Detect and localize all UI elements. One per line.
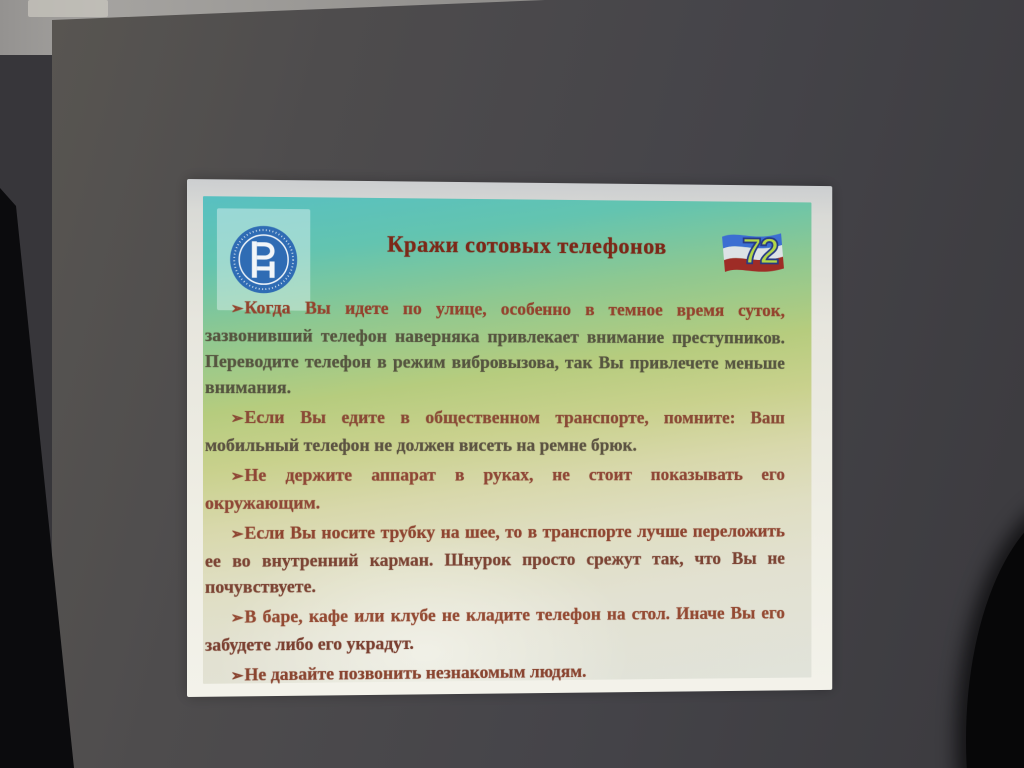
bullet-item-1 (205, 294, 785, 401)
badge-number: 72 (742, 231, 778, 272)
hse-emblem-svg (222, 213, 305, 305)
ceiling-highlight (28, 0, 108, 17)
bullet-text: В баре, кафе или клубе не кладите телефон на стол. Иначе Вы его забудете либо его украдут. (204, 602, 785, 655)
bullet-item-3 (205, 461, 785, 516)
bullet-item-6 (205, 656, 785, 690)
person-silhouette (966, 500, 1024, 768)
slide-title: Кражи сотовых телефонов (387, 231, 667, 259)
bullet-item-5 (205, 600, 785, 658)
bullet-item-4 (205, 518, 785, 600)
slide-background (203, 196, 811, 684)
bullet-text: Не держите аппарат в руках, не стоит показывать его окружающим. (204, 464, 785, 513)
bullet-arrow-icon: ➢ (230, 411, 245, 428)
bullet-arrow-icon: ➢ (230, 301, 245, 318)
russian-flag-icon (720, 221, 794, 278)
bullet-list (205, 294, 785, 694)
bullet-text: Не давайте позвонить незнакомым людям. (244, 661, 587, 685)
bullet-arrow-icon: ➢ (230, 468, 245, 485)
bullet-text: Если Вы носите трубку на шее, то в транспорте лучше переложить ее во внутренний карман. Шнурок просто срежут так, что Вы не почувствуете. (204, 520, 785, 597)
region-72-badge (720, 221, 794, 278)
bullet-text: Если Вы едите в общественном транспорте, помните: Ваш мобильный телефон не должен висеть на ремне брюк. (204, 407, 785, 455)
bullet-text: Когда Вы идете по улице, особенно в темное время суток, зазвонивший телефон наверняка привлекает внимание преступников. Переводите телефон в режим вибровызова, так Вы привлечете меньше внимания. (204, 297, 785, 398)
bullet-item-2 (205, 404, 785, 458)
bullet-arrow-icon: ➢ (230, 610, 245, 627)
projection-screen (187, 179, 832, 697)
bullet-arrow-icon: ➢ (230, 526, 245, 543)
bullet-arrow-icon: ➢ (230, 668, 245, 685)
